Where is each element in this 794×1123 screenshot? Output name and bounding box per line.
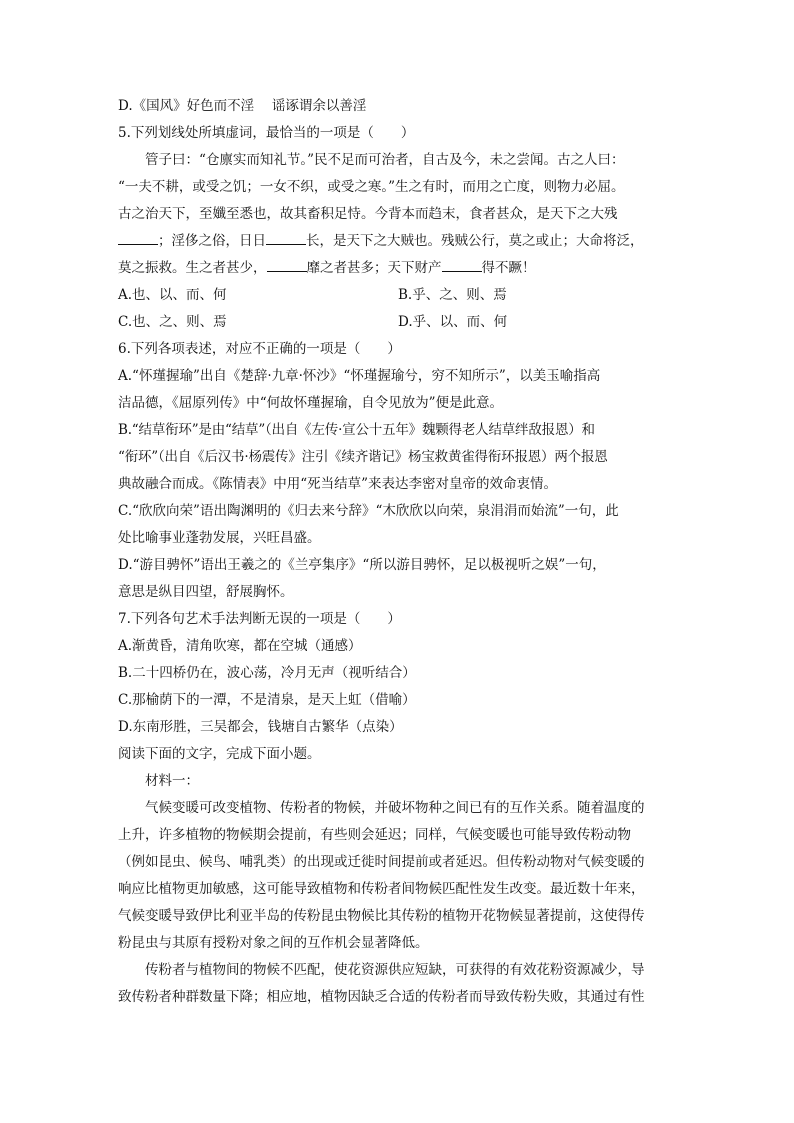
text-line-with-blanks: ；淫侈之俗，日日 长，是天下之大贼也。残贼公行，莫之或止；大命将泛， xyxy=(118,228,678,255)
option-a: A.渐黄昏，清角吹寒，都在空城（通感） xyxy=(118,638,362,654)
option-b: B.二十四桥仍在，波心荡，冷月无声（视听结合） xyxy=(118,665,416,681)
question-6-stem: 6.下列各项表述，对应不正确的一项是（ ） xyxy=(118,341,401,357)
option-b: B.乎、之、则、焉 xyxy=(398,287,507,303)
text-line: 管子曰：“仓廪实而知礼节。”民不足而可治者，自古及今，未之尝闻。古之人曰： xyxy=(145,152,625,168)
reading-instruction: 阅读下面的文字，完成下面小题。 xyxy=(118,746,321,762)
text-line: 处比喻事业蓬勃发展，兴旺昌盛。 xyxy=(118,530,321,546)
text-line: A.“怀瑾握瑜”出自《楚辞·九章·怀沙》“怀瑾握瑜兮，穷不知所示”，以美玉喻指高 xyxy=(118,368,601,384)
paragraph-line: 粉昆虫与其原有授粉对象之间的互作机会显著降低。 xyxy=(118,935,429,951)
text-line: 古之治天下，至孅至悉也，故其畜积足恃。今背本而趋末，食者甚众，是天下之大残 xyxy=(118,206,618,222)
text-line: “衔环”（出自《后汉书·杨震传》注引《续齐谐记》杨宝救黄雀得衔环报恩）两个报恩 xyxy=(118,449,608,465)
option-c: C.那榆荫下的一潭，不是清泉，是天上虹（借喻） xyxy=(118,692,416,708)
fill-blank[interactable] xyxy=(266,230,306,245)
option-d: D.东南形胜，三吴都会，钱塘自古繁华（点染） xyxy=(118,719,403,735)
text-line-with-blanks: 莫之振救。生之者甚少， 靡之者甚多；天下财产 得不蹶！ xyxy=(118,255,678,282)
option-row xyxy=(118,282,678,309)
option-d: D.乎、以、而、何 xyxy=(398,314,508,330)
paragraph-line: 传粉者与植物间的物候不匹配，使花资源供应短缺，可获得的有效花粉资源减少，导 xyxy=(145,962,645,978)
text-line: D.“游目骋怀”语出王羲之的《兰亭集序》“所以游目骋怀，足以极视听之娱”一句， xyxy=(118,557,606,573)
fill-blank[interactable] xyxy=(442,257,482,272)
text-line: B.“结草衔环”是由“结草”（出自《左传·宣公十五年》魏颗得老人结草绊敌报恩）和 xyxy=(118,422,595,438)
option-c: C.也、之、则、焉 xyxy=(118,314,227,330)
paragraph-line: （例如昆虫、候鸟、哺乳类）的出现或迁徙时间提前或者延迟。但传粉动物对气候变暖的 xyxy=(118,854,645,870)
question-7-stem: 7.下列各句艺术手法判断无误的一项是（ ） xyxy=(118,611,401,627)
material-heading: 材料一： xyxy=(145,773,199,789)
paragraph-line: 致传粉者种群数量下降；相应地，植物因缺乏合适的传粉者而导致传粉失败，其通过有性 xyxy=(118,989,645,1005)
option-row xyxy=(118,309,678,336)
paragraph-line: 响应比植物更加敏感，这可能导致植物和传粉者间物候匹配性发生改变。最近数十年来， xyxy=(118,881,645,897)
text-line: 洁品德，《屈原列传》中“何故怀瑾握瑜，自令见放为”便是此意。 xyxy=(118,395,504,411)
question-5-stem: 5.下列划线处所填虚词，最恰当的一项是（ ） xyxy=(118,125,415,141)
paragraph-line: 上升，许多植物的物候期会提前，有些则会延迟；同样，气候变暖也可能导致传粉动物 xyxy=(118,827,631,843)
paragraph-line: 气候变暖可改变植物、传粉者的物候，并破坏物种之间已有的互作关系。随着温度的 xyxy=(145,800,645,816)
fill-blank[interactable] xyxy=(267,257,307,272)
text-line: C.“欣欣向荣”语出陶渊明的《归去来兮辞》“木欣欣以向荣，泉涓涓而始流”一句，此 xyxy=(118,503,619,519)
paragraph-line: 气候变暖导致伊比利亚半岛的传粉昆虫物候比其传粉的植物开花物候显著提前，这使得传 xyxy=(118,908,645,924)
fill-blank[interactable] xyxy=(118,230,158,245)
option-a: A.也、以、而、何 xyxy=(118,287,227,303)
text-line: D.《国风》好色而不淫 谣诼谓余以善淫 xyxy=(118,98,367,114)
document-page xyxy=(118,93,678,1011)
text-line: “一夫不耕，或受之饥；一女不织，或受之寒。”生之有时，而用之亡度，则物力必屈。 xyxy=(118,179,625,195)
text-line: 典故融合而成。《陈情表》中用“死当结草”来表达李密对皇帝的效命衷情。 xyxy=(118,476,558,492)
text-line: 意思是纵目四望，舒展胸怀。 xyxy=(118,584,294,600)
